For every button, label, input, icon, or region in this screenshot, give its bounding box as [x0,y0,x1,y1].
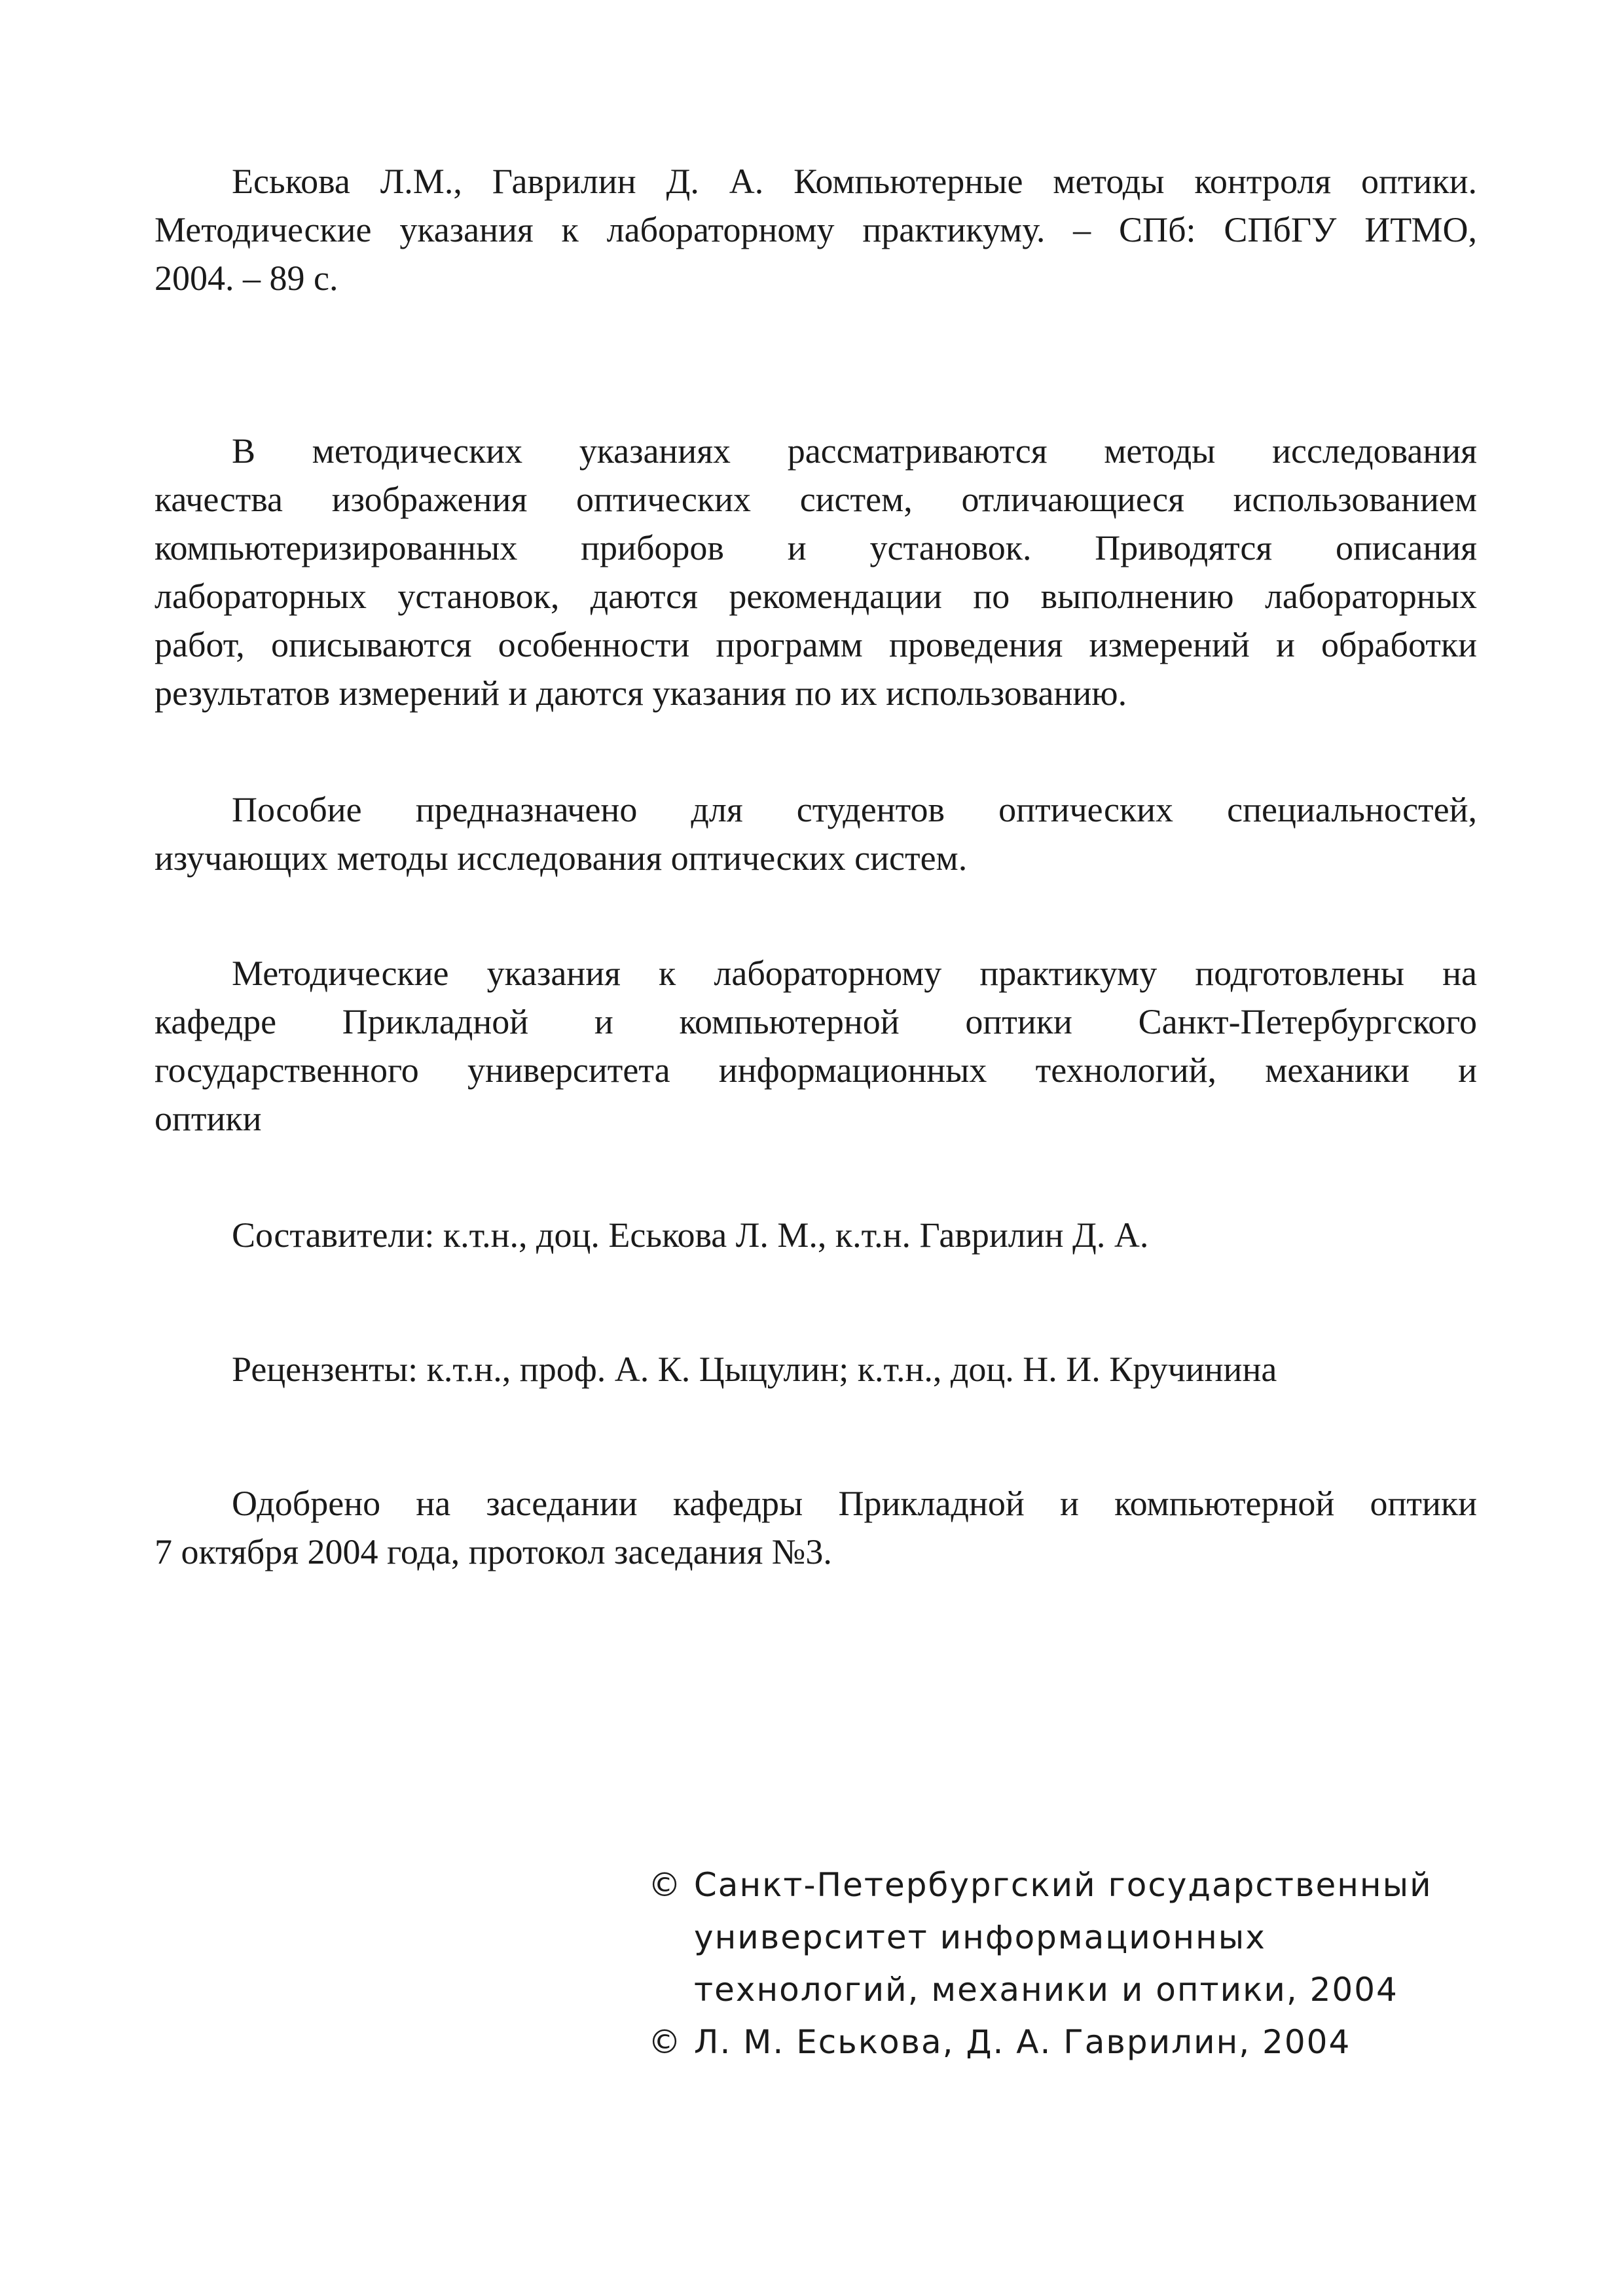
approval-line: 7 октября 2004 года, протокол заседания №3. [155,1532,832,1571]
copyright-line: © Л. М. Еськова, Д. А. Гаврилин, 2004 [648,2023,1351,2061]
department-line: кафедре Прикладной и компьютерной оптики Санкт-Петербургского [155,1002,1477,1041]
bibliographic-line: 2004. – 89 с. [155,259,338,298]
abstract-line: лабораторных установок, даются рекомендации по выполнению лабораторных [155,577,1477,616]
approval-line: Одобрено на заседании кафедры Прикладной и компьютерной оптики [232,1484,1477,1523]
audience-line: Пособие предназначено для студентов оптических специальностей, [232,790,1477,829]
abstract-line: компьютеризированных приборов и установок. Приводятся описания [155,528,1477,567]
department-line: оптики [155,1099,262,1138]
abstract-line: В методических указаниях рассматриваются методы исследования [232,431,1477,471]
copyright-line: университет информационных [694,1918,1266,1956]
compilers-paragraph [155,1211,1477,1259]
abstract-line: результатов измерений и даются указания по их использованию. [155,673,1127,713]
abstract-line: качества изображения оптических систем, отличающиеся использованием [155,480,1477,519]
bibliographic-line: Методические указания к лабораторному практикуму. – СПб: СПбГУ ИТМО, [155,210,1477,249]
approval-paragraph [155,1479,1477,1576]
copyright-line: технологий, механики и оптики, 2004 [694,1971,1398,2009]
copyright-block [648,1859,1499,2068]
bibliographic-line: Еськова Л.М., Гаврилин Д. А. Компьютерные методы контроля оптики. [232,162,1477,201]
department-paragraph [155,949,1477,1143]
reviewers-line: Рецензенты: к.т.н., проф. А. К. Цыцулин; к.т.н., доц. Н. И. Кручинина [232,1350,1277,1389]
audience-line: изучающих методы исследования оптических систем. [155,838,968,878]
department-line: Методические указания к лабораторному практикуму подготовлены на [232,954,1477,993]
audience-paragraph [155,785,1477,882]
reviewers-paragraph [155,1345,1477,1393]
department-line: государственного университета информационных технологий, механики и [155,1050,1477,1090]
abstract-paragraph [155,427,1477,717]
compilers-line: Составители: к.т.н., доц. Еськова Л. М., к.т.н. Гаврилин Д. А. [232,1215,1149,1255]
bibliographic-reference [155,157,1477,302]
copyright-line: © Санкт-Петербургский государственный [648,1866,1432,1904]
abstract-line: работ, описываются особенности программ проведения измерений и обработки [155,625,1477,664]
